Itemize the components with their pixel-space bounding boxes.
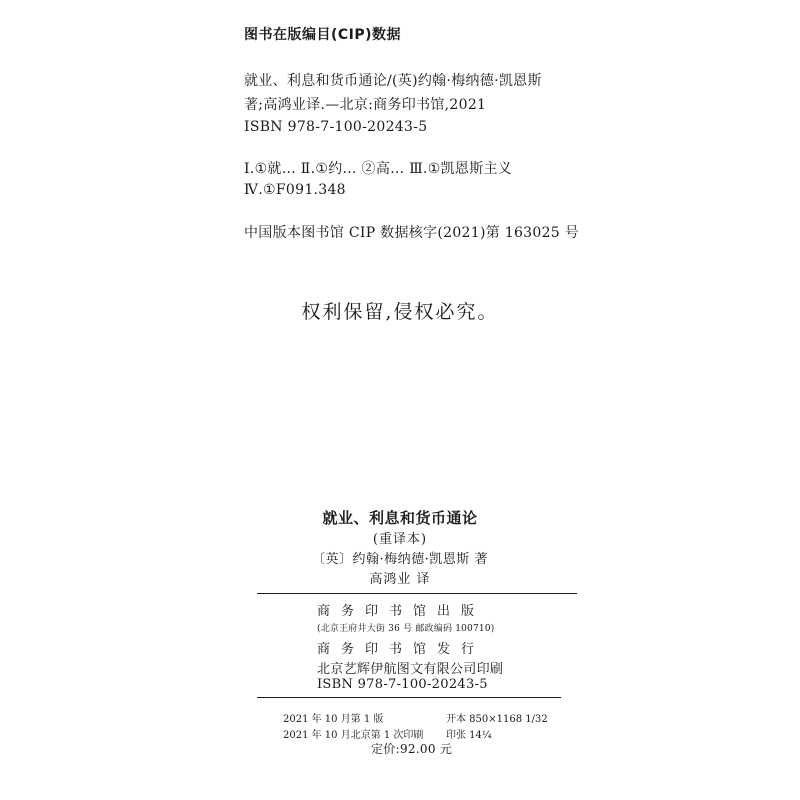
publisher-line: 商务印书馆出版	[317, 604, 486, 619]
colophon-isbn: ISBN 978-7-100-20243-5	[317, 677, 488, 692]
colophon-bottom-divider	[257, 697, 561, 698]
colophon-top-divider	[257, 593, 577, 594]
colophon-title: 就业、利息和货币通论	[322, 509, 478, 527]
edition-info: 2021 年 10 月第 1 版	[283, 714, 384, 725]
cip-description-line-2: 著;高鸿业译.—北京:商务印书馆,2021	[244, 97, 487, 113]
colophon-translator: 高鸿业 译	[369, 572, 431, 587]
printing-info: 2021 年 10 月北京第 1 次印刷	[283, 730, 424, 741]
cip-heading: 图书在版编目(CIP)数据	[244, 27, 402, 43]
cip-classification-line-1: Ⅰ.①就… Ⅱ.①约… ②高… Ⅲ.①凯恩斯主义	[244, 161, 513, 177]
cip-isbn: ISBN 978-7-100-20243-5	[244, 119, 428, 135]
publisher-address: (北京王府井大街 36 号 邮政编码 100710)	[317, 624, 495, 634]
price-label: 定价:92.00 元	[371, 742, 453, 756]
colophon-subtitle: (重译本)	[372, 532, 428, 547]
printer-line: 北京艺辉伊航图文有限公司印刷	[317, 662, 504, 677]
distributor-line: 商务印书馆发行	[317, 642, 486, 657]
colophon-author: 〔英〕约翰·梅纳德·凯恩斯 著	[312, 552, 488, 567]
cip-description-line-1: 就业、利息和货币通论/(英)约翰·梅纳德·凯恩斯	[244, 73, 542, 89]
cip-classification-line-2: Ⅳ.①F091.348	[244, 182, 346, 198]
format-info: 开本 850×1168 1/32	[446, 714, 548, 725]
cip-data-number: 中国版本图书馆 CIP 数据核字(2021)第 163025 号	[244, 225, 580, 241]
sheets-info: 印张 14¼	[446, 730, 492, 741]
rights-notice: 权利保留,侵权必究。	[301, 301, 499, 323]
